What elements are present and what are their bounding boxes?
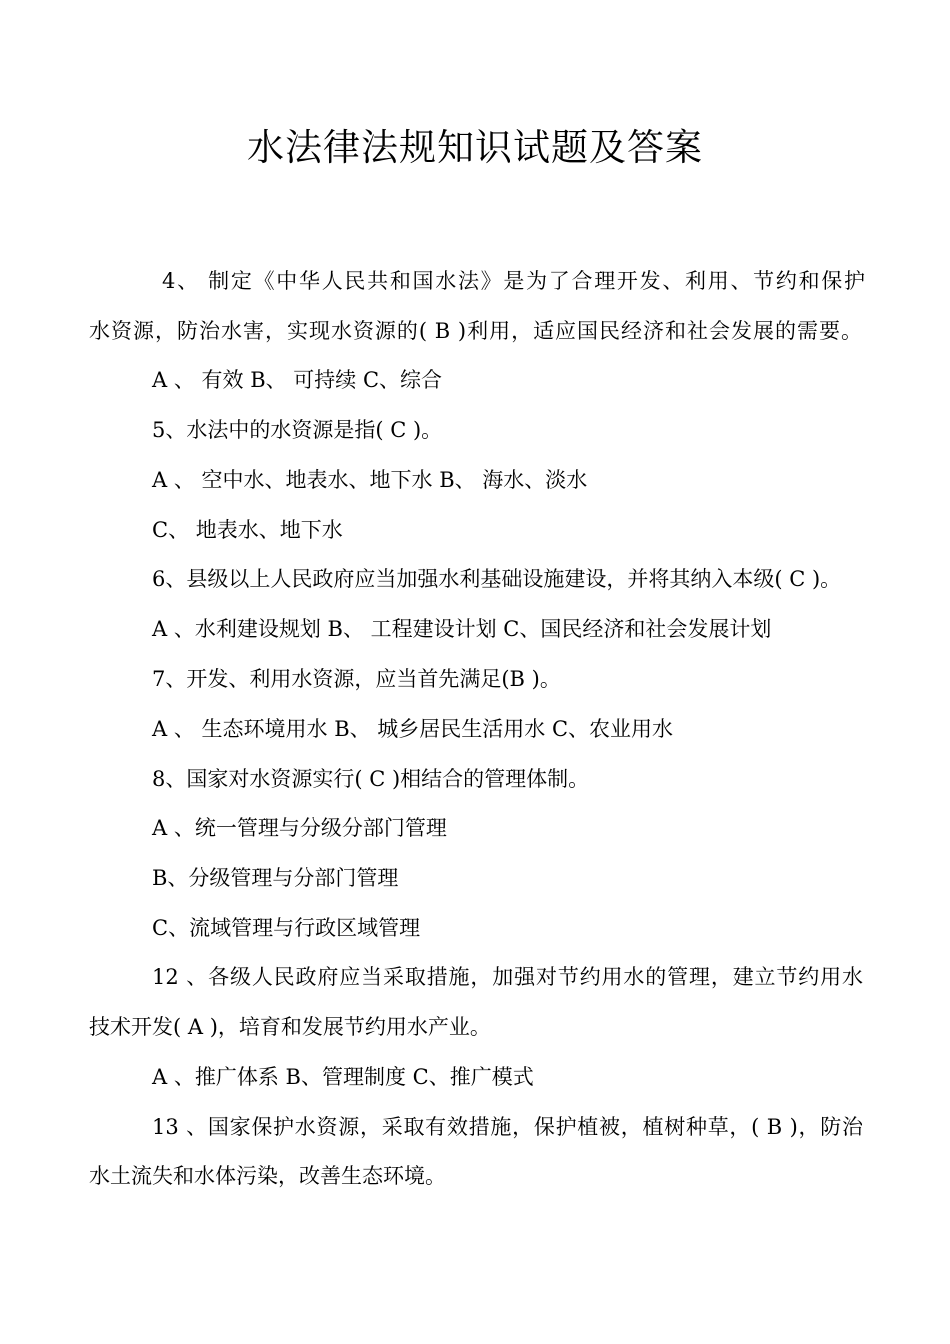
- question-13-line-2: 水土流失和水体污染，改善生态环境。: [89, 1164, 446, 1188]
- question-7: 7、开发、利用水资源，应当首先满足(B )。: [152, 667, 561, 691]
- question-12-line-1: 12 、各级人民政府应当采取措施，加强对节约用水的管理，建立节约用水: [152, 965, 863, 989]
- question-8-option-b: B、分级管理与分部门管理: [152, 866, 399, 890]
- question-5-option-c: C、 地表水、地下水: [152, 518, 343, 542]
- question-8-option-a: A 、统一管理与分级分部门管理: [152, 816, 447, 840]
- question-6: 6、县级以上人民政府应当加强水利基础设施建设，并将其纳入本级( C )。: [152, 567, 842, 591]
- question-12-line-2: 技术开发( A )，培育和发展节约用水产业。: [89, 1015, 491, 1039]
- question-4-line-2: 水资源，防治水害，实现水资源的( B )利用，适应国民经济和社会发展的需要。: [89, 319, 862, 343]
- question-5-options-ab: A 、 空中水、地表水、地下水 B、 海水、淡水: [152, 468, 588, 492]
- question-4-line-1: 4、 制定《中华人民共和国水法》是为了合理开发、利用、节约和保护: [162, 269, 865, 293]
- question-8: 8、国家对水资源实行( C )相结合的管理体制。: [152, 767, 590, 791]
- question-4-options: A 、 有效 B、 可持续 C、综合: [152, 368, 443, 392]
- question-12-options: A 、推广体系 B、管理制度 C、推广模式: [152, 1065, 534, 1089]
- question-13-line-1: 13 、国家保护水资源，采取有效措施，保护植被，植树种草，( B )，防治: [152, 1115, 863, 1139]
- question-7-options: A 、 生态环境用水 B、 城乡居民生活用水 C、农业用水: [152, 717, 674, 741]
- question-8-option-c: C、流域管理与行政区域管理: [152, 916, 421, 940]
- question-6-options: A 、水利建设规划 B、 工程建设计划 C、国民经济和社会发展计划: [152, 617, 772, 641]
- page-title: 水法律法规知识试题及答案: [247, 126, 703, 169]
- question-5: 5、水法中的水资源是指( C )。: [152, 418, 443, 442]
